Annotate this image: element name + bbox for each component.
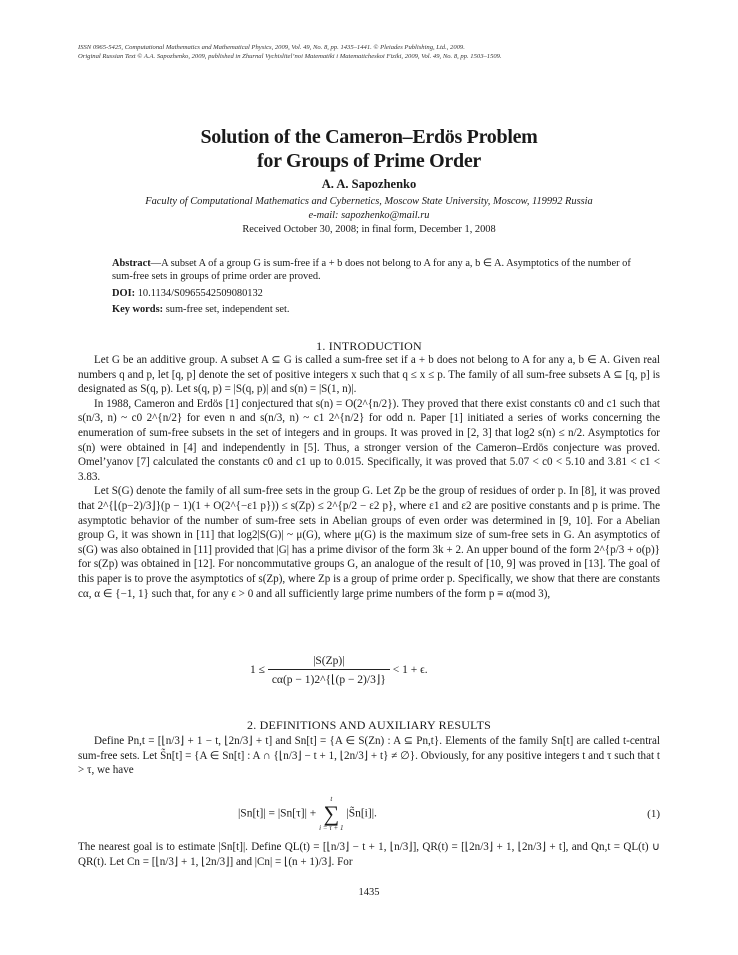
doi-label: DOI: — [112, 288, 136, 299]
paper-title — [0, 125, 738, 173]
defs-paragraph-1: Define Pn,t = [⌊n/3⌋ + 1 − t, ⌊2n/3⌋ + t] and Sn[t] = {A ∈ S(Zn) : A ⊆ Pn,t}. Elements of the family Sn[t] are called t-central sum-free sets. Let S̃n[t] = {A ∈ Sn[t] : A ∩ {⌊n/3⌋ − t + 1, ⌊2n/3⌋ + t} ≠ ∅}. Obviously, for any positive integers t and τ such that t > τ, we have — [78, 735, 660, 777]
equation-1-lhs: |Sn[t]| = |Sn[τ]| + — [238, 807, 317, 820]
sum-upper-limit: t — [330, 795, 333, 803]
inequality-right: < 1 + ϵ. — [392, 664, 428, 677]
section-heading-introduction: 1. INTRODUCTION — [316, 339, 422, 353]
affiliation-block — [0, 195, 738, 223]
inequality-left: 1 ≤ — [250, 664, 265, 677]
sigma-icon: ∑ — [323, 801, 340, 826]
keywords — [112, 303, 632, 316]
intro-paragraph-2: In 1988, Cameron and Erdös [1] conjectured that s(n) = O(2^{n/2}). They proved that there exist constants c0 and c1 such that s(n/3, n) ~ c0 2^{n/2} for even n and s(n/3, n) ~ c1 2^{n/2} for odd n. Paper [1] initiated a series of works concerning the enumeration of sum-free subsets in the set of integers and in groups. It was proved in [2, 3] that log2 s(n) ≤ n/2. Asymptotics for s(n) were obtained in [4] and independently in [5]. Thus, a stronger version of the Cameron–Erdös conjecture was proved. Omel’yanov [7] calculated the constants c0 and c1 up to 0.015. Specifically, it was proved that 5.07 < c0 < 5.10 and 3.81 < c1 < 3.83. — [78, 397, 660, 483]
definitions-body — [78, 734, 660, 778]
equation-number: (1) — [647, 808, 660, 820]
received-dates: Received October 30, 2008; in final form, December 1, 2008 — [242, 224, 496, 235]
section-heading-definitions: 2. DEFINITIONS AND AUXILIARY RESULTS — [247, 718, 491, 732]
affiliation: Faculty of Computational Mathematics and Cybernetics, Moscow State University, Moscow, 119992 Russia — [145, 196, 593, 207]
intro-paragraph-3: Let S(G) denote the family of all sum-free sets in the group G. Let Zp be the group of residues of order p. In [8], it was proved that 2^{⌊(p−2)/3⌋}(p − 1)(1 + O(2^{−ε1 p})) ≤ s(Zp) ≤ 2^{p/2 − ε2 p}, where ε1 and ε2 are positive constants and p is prime. The asymptotic behavior of the number of sum-free sets in Abelian groups of even order was determined in [9, 10]. For a Abelian group G, it was shown in [11] that log2|S(G)| ~ μ(G), where μ(G) is the maximum size of sum-free sets in G. An asymptotics of s(G) was also obtained in [11] provided that |G| has a prime divisor of the form 3k + 2. An upper bound of the form 2^{p/3 + o(p)} for s(Zp) was obtained in [12]. For noncommutative groups G, an analogue of the result of [10, 9] was proved in [13]. The goal of this paper is to prove the asymptotics of s(Zp), where Zp is a group of prime order p. Specifically, we show that there are constants cα, α ∈ {−1, 1} such that, for any ϵ > 0 and all sufficiently large prime numbers of the form p ≡ α(mod 3), — [78, 485, 660, 600]
abstract — [112, 257, 632, 283]
intro-paragraph-1: Let G be an additive group. A subset A ⊆ G is called a sum-free set if a + b does not belong to A for any a, b ∈ A. Given real numbers q and p, let [q, p] denote the set of positive integers x such that q ≤ x ≤ p. The family of all sum-free subsets A ⊆ [q, p] is designated as S(q, p). Let s(q, p) = |S(q, p)| and s(n) = |S(1, n)|. — [78, 354, 660, 396]
definitions-body-continued — [78, 840, 660, 869]
introduction-body — [78, 353, 660, 601]
fraction-numerator: |S(Zp)| — [268, 655, 390, 670]
abstract-text: —A subset A of a group G is sum-free if a + b does not belong to A for any a, b ∈ A. Asymptotics of the number of sum-free sets in groups of prime order are proved. — [112, 258, 631, 282]
doi-value: 10.1134/S0965542509080132 — [137, 288, 263, 299]
defs-paragraph-2: The nearest goal is to estimate |Sn[t]|. Define QL(t) = [⌊n/3⌋ − t + 1, ⌊n/3⌋], QR(t) = [⌊2n/3⌋ + 1, ⌊2n/3⌋ + t], and Qn,t = QL(t) ∪ QR(t). Let Cn = [⌊n/3⌋ + 1, ⌊2n/3⌋] and |Cn| = ⌊(n + 1)/3⌋. For — [78, 841, 660, 868]
equation-1-term: |S̃n[i]|. — [346, 807, 377, 820]
journal-header-line-1: ISSN 0965-5425, Computational Mathematics and Mathematical Physics, 2009, Vol. 49, No. 8, pp. 1435–1441. © Pleiades Publishing, Ltd., 2009. — [78, 44, 465, 51]
equation-1 — [238, 796, 377, 832]
keywords-value: sum-free set, independent set. — [165, 304, 290, 315]
abstract-label: Abstract — [112, 258, 151, 269]
page-number: 1435 — [358, 887, 380, 898]
main-inequality — [250, 655, 428, 686]
title-line-2: for Groups of Prime Order — [257, 150, 481, 172]
author: A. A. Sapozhenko — [321, 177, 417, 191]
inequality-fraction — [268, 655, 390, 686]
summation — [319, 796, 343, 832]
email: e-mail: sapozhenko@mail.ru — [308, 210, 430, 221]
doi — [112, 287, 632, 300]
fraction-denominator: cα(p − 1)2^{⌊(p − 2)/3⌋} — [271, 674, 386, 686]
title-line-1: Solution of the Cameron–Erdös Problem — [200, 126, 538, 148]
journal-header-line-2: Original Russian Text © A.A. Sapozhenko, 2009, published in Zhurnal Vychislitel’noi Matematiki i Matematicheskoi Fiziki, 2009, Vol. 49, No. 8, pp. 1503–1509. — [78, 53, 502, 60]
keywords-label: Key words: — [112, 304, 164, 315]
sum-lower-limit: i = τ + 1 — [319, 824, 344, 832]
